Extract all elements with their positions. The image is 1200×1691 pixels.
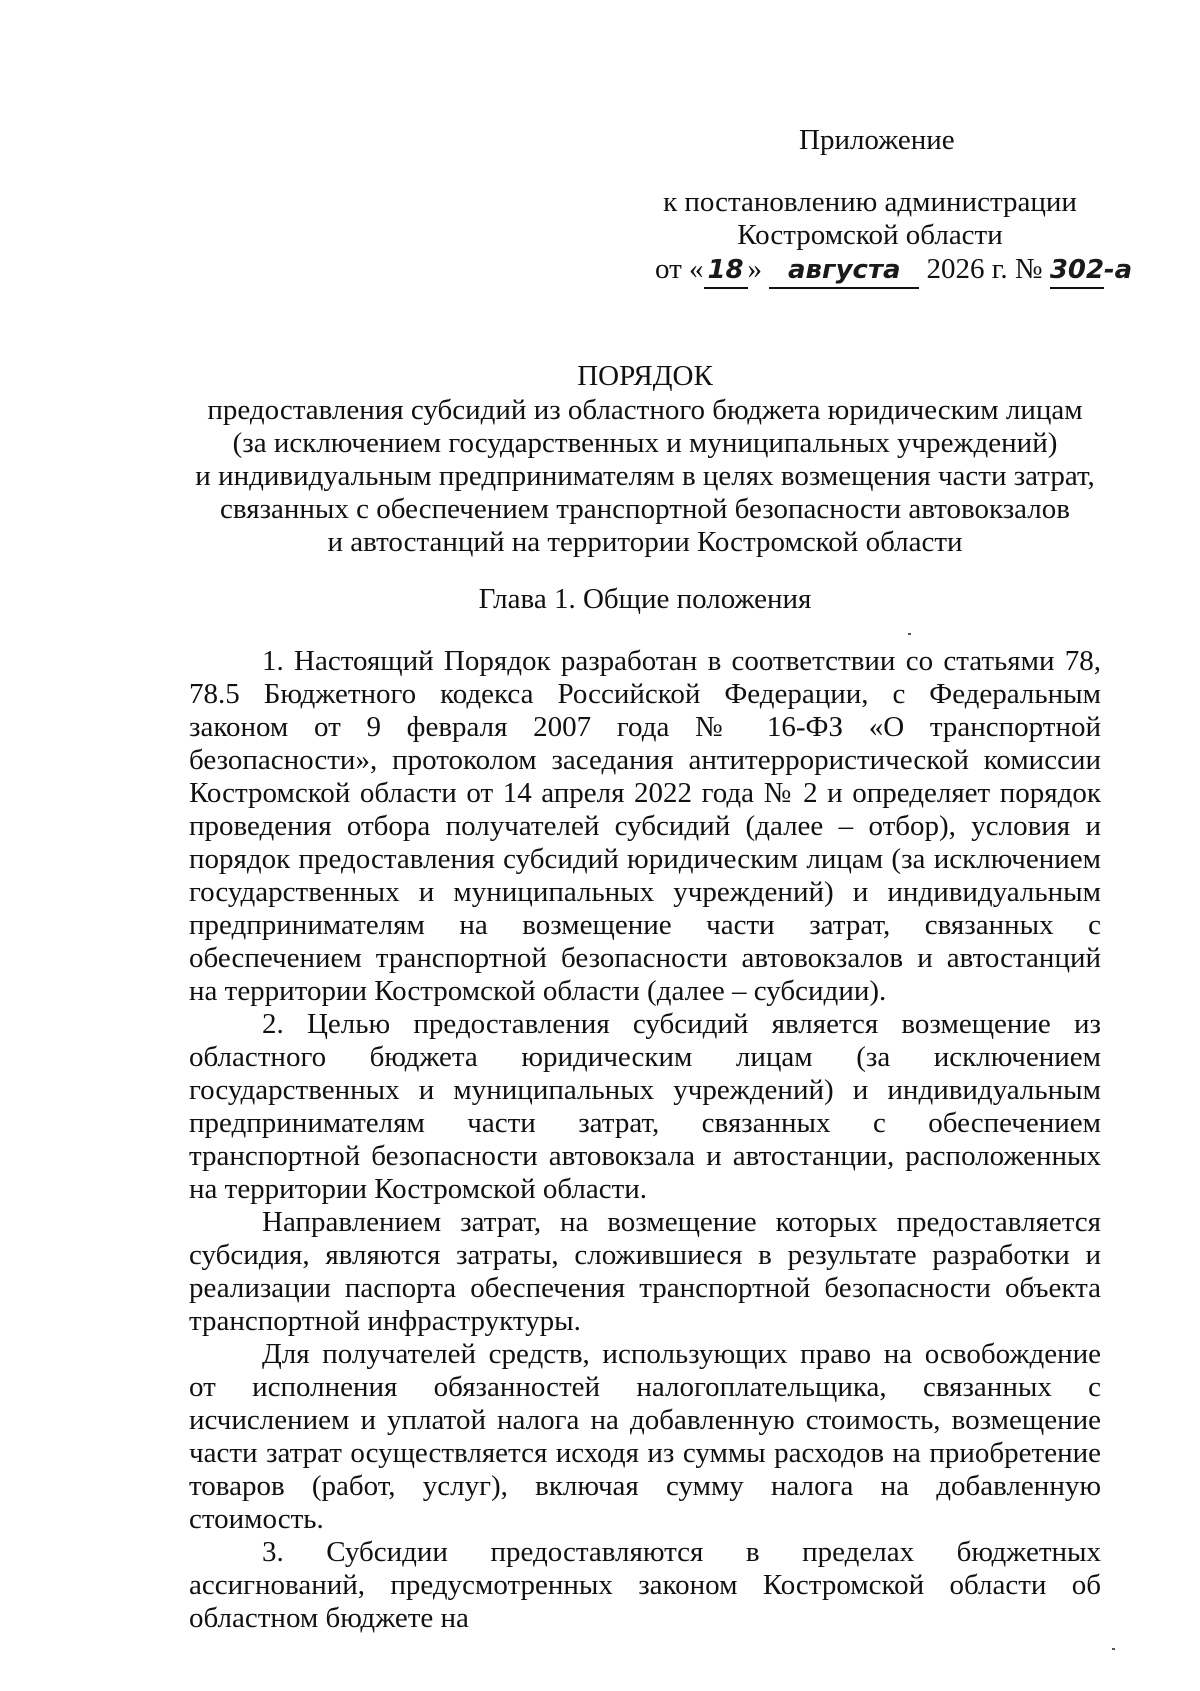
handwritten-number: 302	[1050, 254, 1104, 289]
subtitle-line: (за исключением государственных и муниципальных учреждений)	[232, 427, 1058, 459]
decree-date-line	[655, 253, 1132, 289]
decree-reference	[640, 186, 1100, 252]
decree-line-2: Костромской области	[737, 219, 1003, 251]
subtitle-line: предоставления субсидий из областного бюджета юридическим лицам	[207, 394, 1083, 426]
paragraph-1: 1. Настоящий Порядок разработан в соответствии со статьями 78, 78.5 Бюджетного кодекса Российской Федерации, с Федеральным законом от 9 февраля 2007 года № 16-ФЗ «О транспортной безопасности», протоколом заседания антитеррористической комиссии Костромской области от 14 апреля 2022 года № 2 и определяет порядок проведения отбора получателей субсидий (далее – отбор), условия и порядок предоставления субсидий юридическим лицам (за исключением государственных и муниципальных учреждений) и индивидуальным предпринимателям на возмещение части затрат, связанных с обеспечением транспортной безопасности автовокзалов и автостанций на территории Костромской области (далее – субсидии).	[189, 645, 1101, 1007]
scan-speck	[1112, 1648, 1115, 1650]
subtitle-line: и автостанций на территории Костромской области	[327, 526, 963, 558]
paragraph-2: 2. Целью предоставления субсидий является возмещение из областного бюджета юридическим лицам (за исключением государственных и муниципальных учреждений) и индивидуальным предпринимателям части затрат, связанных с обеспечением транспортной безопасности автовокзала и автостанции, расположенных на территории Костромской области.	[189, 1008, 1101, 1205]
appendix-label: Приложение	[799, 124, 955, 156]
handwritten-suffix: -а	[1103, 255, 1133, 285]
body-text	[189, 645, 1101, 1635]
handwritten-month: августа	[769, 254, 919, 289]
chapter-heading: Глава 1. Общие положения	[478, 583, 812, 615]
date-year: 2026 г. №	[926, 253, 1043, 285]
subtitle-line: связанных с обеспечением транспортной безопасности автовокзалов	[220, 493, 1070, 525]
subtitle-line: и индивидуальным предпринимателям в целях возмещения части затрат,	[195, 460, 1095, 492]
handwritten-day: 18	[704, 254, 748, 289]
paragraph-2-vat: Для получателей средств, использующих право на освобождение от исполнения обязанностей налогоплательщика, связанных с исчислением и уплатой налога на добавленную стоимость, возмещение части затрат осуществляется исходя из суммы расходов на приобретение товаров (работ, услуг), включая сумму налога на добавленную стоимость.	[189, 1338, 1101, 1535]
scan-speck	[908, 633, 911, 635]
paragraph-3: 3. Субсидии предоставляются в пределах бюджетных ассигнований, предусмотренных законом Костромской области об областном бюджете на	[189, 1536, 1101, 1634]
date-prefix: от «	[655, 253, 704, 285]
date-mid: »	[747, 253, 763, 285]
decree-line-1: к постановлению администрации	[663, 186, 1077, 218]
document-subtitle	[180, 394, 1110, 559]
paragraph-2-direction: Направлением затрат, на возмещение которых предоставляется субсидия, являются затраты, сложившиеся в результате разработки и реализации паспорта обеспечения транспортной безопасности объекта транспортной инфраструктуры.	[189, 1206, 1101, 1337]
document-heading: ПОРЯДОК	[577, 360, 713, 392]
